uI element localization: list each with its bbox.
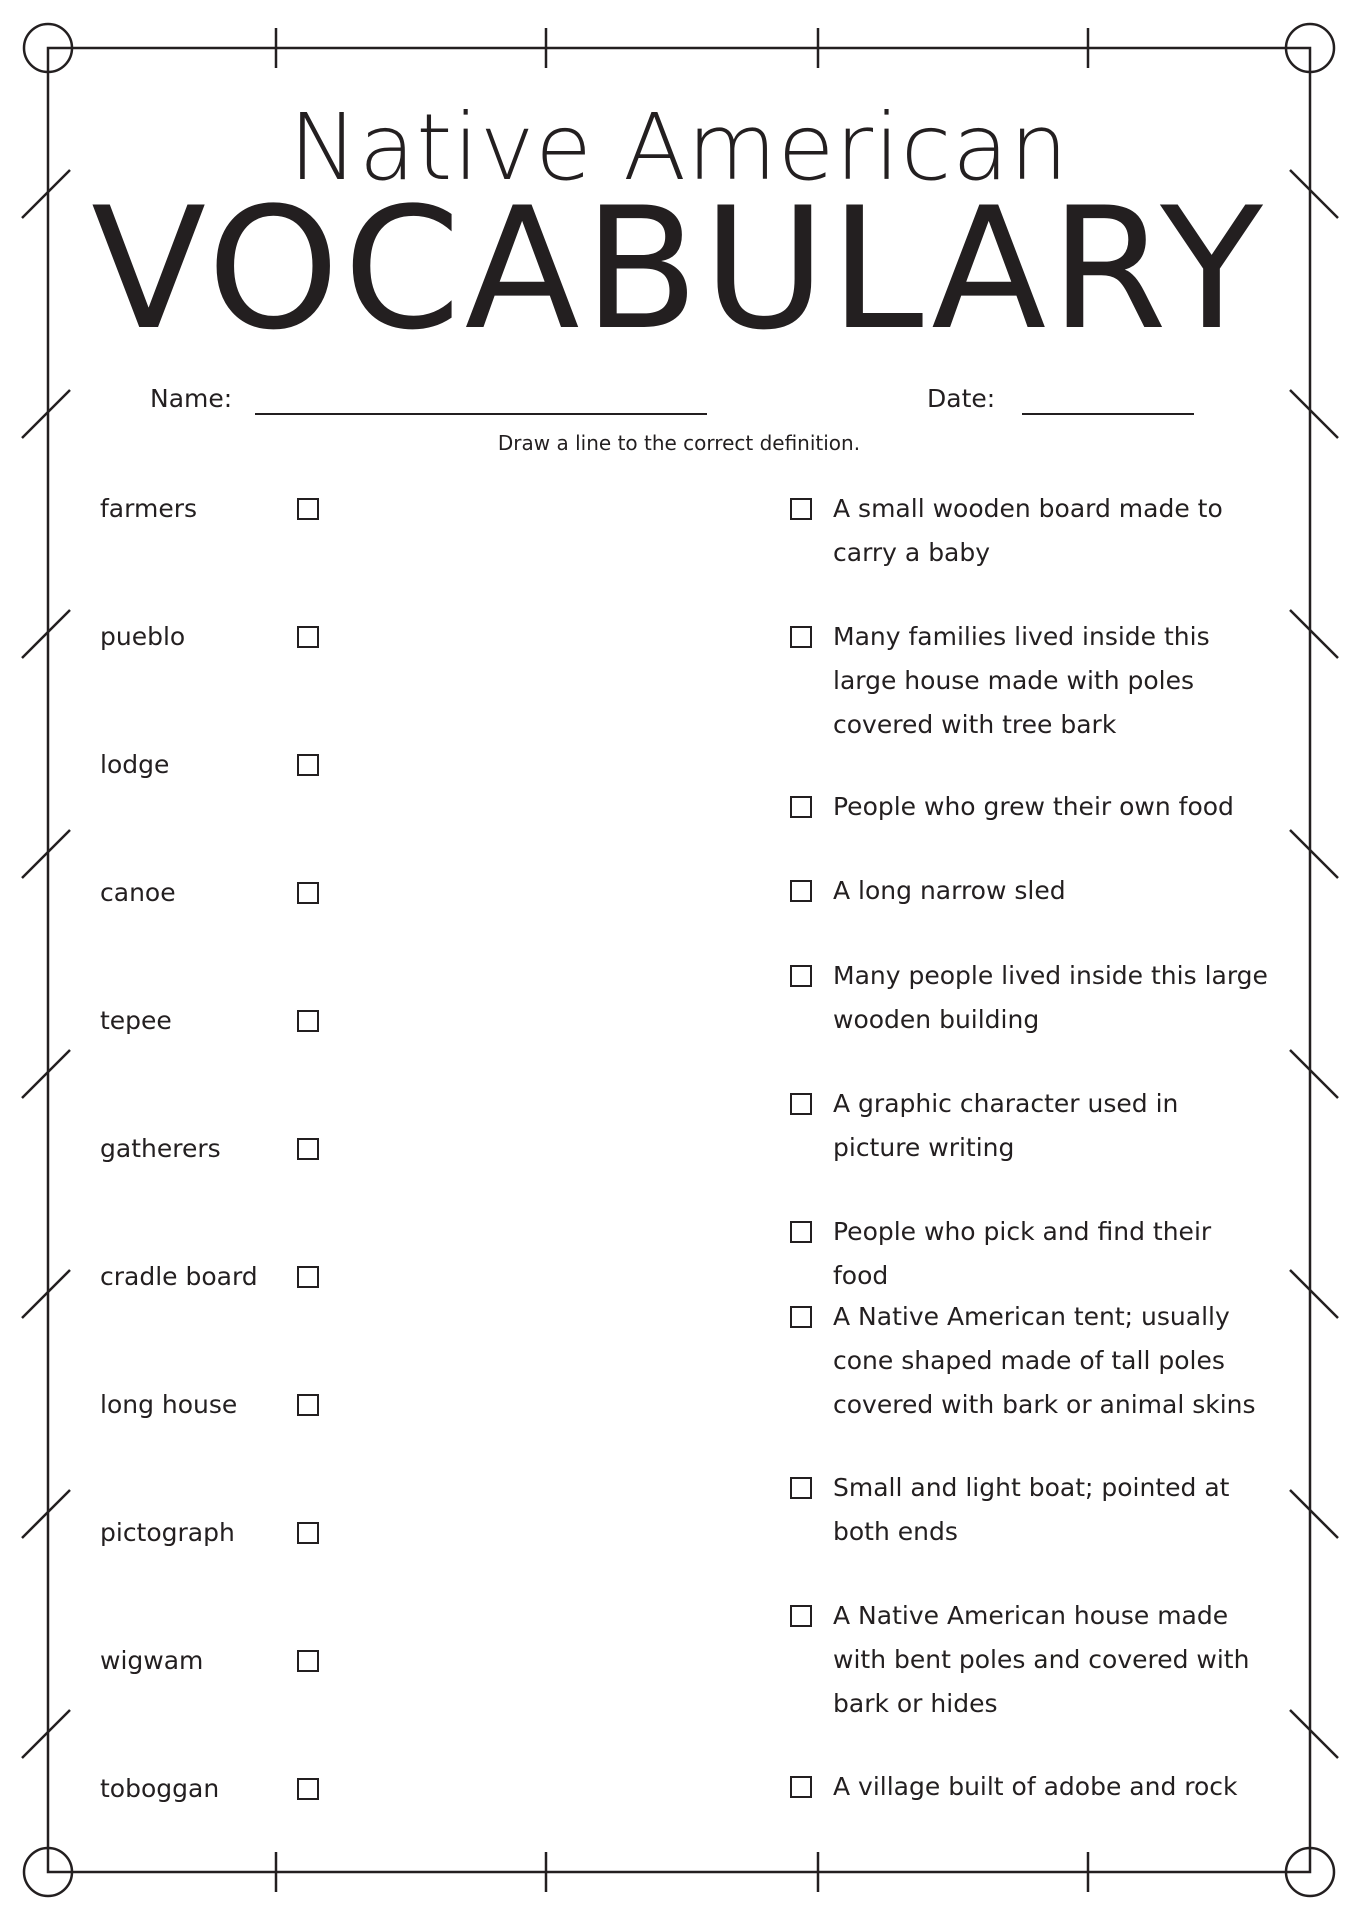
- definition-pueblo: A village built of adobe and rock: [833, 1772, 1238, 1801]
- term-toboggan: toboggan: [100, 1774, 220, 1803]
- term-checkbox[interactable]: [297, 1138, 319, 1160]
- term-pueblo: pueblo: [100, 622, 186, 651]
- definition-cradle-board: A small wooden board made to carry a baby: [833, 494, 1223, 567]
- subtitle: Native American: [289, 94, 1069, 201]
- definition-checkbox[interactable]: [790, 1306, 812, 1328]
- date-label: Date:: [927, 384, 996, 413]
- definition-checkbox[interactable]: [790, 1605, 812, 1627]
- page-title: VOCABULARY: [91, 171, 1267, 367]
- instruction-text: Draw a line to the correct definition.: [497, 431, 861, 455]
- definition-checkbox[interactable]: [790, 796, 812, 818]
- term-tepee: tepee: [100, 1006, 172, 1035]
- definition-farmers: People who grew their own food: [833, 792, 1234, 821]
- definition-pictograph: A graphic character used in picture writing: [833, 1089, 1179, 1162]
- definition-checkbox[interactable]: [790, 965, 812, 987]
- term-checkbox[interactable]: [297, 754, 319, 776]
- definition-canoe: Small and light boat; pointed at both ends: [833, 1473, 1230, 1546]
- definition-checkbox[interactable]: [790, 1093, 812, 1115]
- definition-wigwam: A Native American house made with bent poles and covered with bark or hides: [833, 1601, 1250, 1718]
- definition-checkbox[interactable]: [790, 1776, 812, 1798]
- definition-checkbox[interactable]: [790, 626, 812, 648]
- term-checkbox[interactable]: [297, 882, 319, 904]
- definition-gatherers: People who pick and find their food: [833, 1217, 1212, 1290]
- definition-checkbox[interactable]: [790, 1221, 812, 1243]
- term-lodge: lodge: [100, 750, 170, 779]
- name-label: Name:: [150, 384, 233, 413]
- term-checkbox[interactable]: [297, 626, 319, 648]
- term-long-house: long house: [100, 1390, 238, 1419]
- name-field-line[interactable]: [255, 413, 707, 415]
- definition-toboggan: A long narrow sled: [833, 876, 1066, 905]
- term-checkbox[interactable]: [297, 1778, 319, 1800]
- definition-checkbox[interactable]: [790, 498, 812, 520]
- term-wigwam: wigwam: [100, 1646, 204, 1675]
- definition-long-house: Many families lived inside this large house made with poles covered with tree bark: [833, 622, 1210, 739]
- term-canoe: canoe: [100, 878, 176, 907]
- definition-checkbox[interactable]: [790, 880, 812, 902]
- term-checkbox[interactable]: [297, 498, 319, 520]
- definition-checkbox[interactable]: [790, 1477, 812, 1499]
- term-gatherers: gatherers: [100, 1134, 221, 1163]
- term-cradle-board: cradle board: [100, 1262, 258, 1291]
- term-checkbox[interactable]: [297, 1522, 319, 1544]
- term-checkbox[interactable]: [297, 1266, 319, 1288]
- term-checkbox[interactable]: [297, 1394, 319, 1416]
- term-pictograph: pictograph: [100, 1518, 235, 1547]
- definition-tepee: A Native American tent; usually cone shaped made of tall poles covered with bark or animal skins: [833, 1302, 1256, 1419]
- definition-lodge: Many people lived inside this large wooden building: [833, 961, 1268, 1034]
- date-field-line[interactable]: [1022, 413, 1194, 415]
- term-checkbox[interactable]: [297, 1650, 319, 1672]
- term-checkbox[interactable]: [297, 1010, 319, 1032]
- term-farmers: farmers: [100, 494, 197, 523]
